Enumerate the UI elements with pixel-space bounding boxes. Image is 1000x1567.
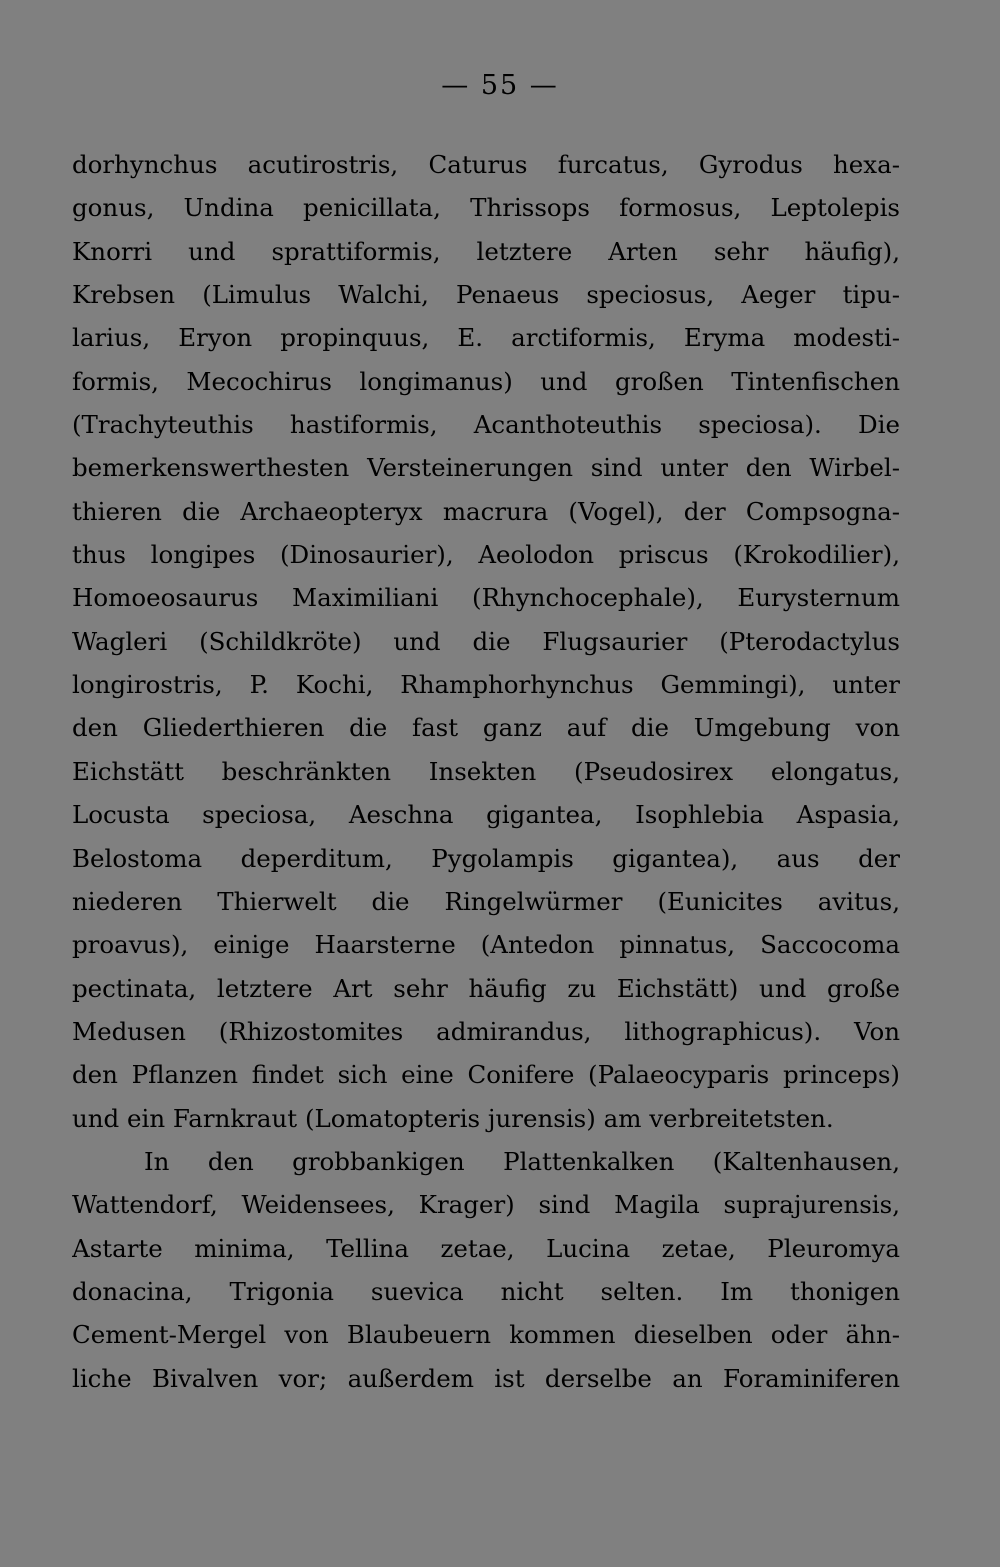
text-line: pectinata, letztere Art sehr häufig zu Eichstätt) und große [72, 973, 900, 1003]
text-line: larius, Eryon propinquus, E. arctiformis, Eryma modesti- [72, 323, 900, 353]
text-line: thieren die Archaeopteryx macrura (Vogel), der Compsogna- [72, 496, 900, 526]
text-line: Krebsen (Limulus Walchi, Penaeus speciosus, Aeger tipu- [72, 280, 900, 310]
text-line: dorhynchus acutirostris, Caturus furcatus, Gyrodus hexa- [72, 150, 900, 179]
text-line: Astarte minima, Tellina zetae, Lucina zetae, Pleuromya [72, 1233, 900, 1263]
text-line: Eichstätt beschränkten Insekten (Pseudosirex elongatus, [72, 756, 900, 786]
text-line: den Pflanzen findet sich eine Conifere (Palaeocyparis princeps) [72, 1060, 900, 1090]
text-line: den Gliederthieren die fast ganz auf die Umgebung von [72, 713, 900, 743]
text-line: In den grobbankigen Plattenkalken (Kaltenhausen, [144, 1146, 900, 1176]
text-line: Homoeosaurus Maximiliani (Rhynchocephale), Eurysternum [72, 583, 900, 613]
text-line: Cement-Mergel von Blaubeuern kommen dieselben oder ähn- [72, 1320, 900, 1350]
text-line: longirostris, P. Kochi, Rhamphorhynchus Gemmingi), unter [72, 670, 900, 700]
text-line: bemerkenswerthesten Versteinerungen sind unter den Wirbel- [72, 453, 900, 483]
text-line: Knorri und sprattiformis, letztere Arten sehr häufig), [72, 236, 900, 266]
text-line: donacina, Trigonia suevica nicht selten. Im thonigen [72, 1276, 900, 1306]
text-line: proavus), einige Haarsterne (Antedon pinnatus, Saccocoma [72, 930, 900, 960]
text-line: (Trachyteuthis hastiformis, Acanthoteuthis speciosa). Die [72, 410, 900, 440]
text-line: liche Bivalven vor; außerdem ist derselbe an Foraminiferen [72, 1363, 900, 1393]
text-line: Belostoma deperditum, Pygolampis gigantea), aus der [72, 843, 900, 873]
text-line: formis, Mecochirus longimanus) und großen Tintenfischen [72, 366, 900, 396]
text-line: thus longipes (Dinosaurier), Aeolodon priscus (Krokodilier), [72, 540, 900, 570]
text-line: Wagleri (Schildkröte) und die Flugsaurier (Pterodactylus [72, 626, 900, 656]
text-line: Wattendorf, Weidensees, Krager) sind Magila suprajurensis, [72, 1190, 900, 1220]
body-text [72, 143, 900, 1400]
page-number: — 55 — [441, 70, 559, 101]
text-line: niederen Thierwelt die Ringelwürmer (Eunicites avitus, [72, 886, 900, 916]
text-line: Locusta speciosa, Aeschna gigantea, Isophlebia Aspasia, [72, 800, 900, 830]
text-line: und ein Farnkraut (Lomatopteris jurensis) am verbreitetsten. [72, 1103, 834, 1133]
text-line: Medusen (Rhizostomites admirandus, lithographicus). Von [72, 1016, 900, 1046]
text-line: gonus, Undina penicillata, Thrissops formosus, Leptolepis [72, 193, 900, 223]
